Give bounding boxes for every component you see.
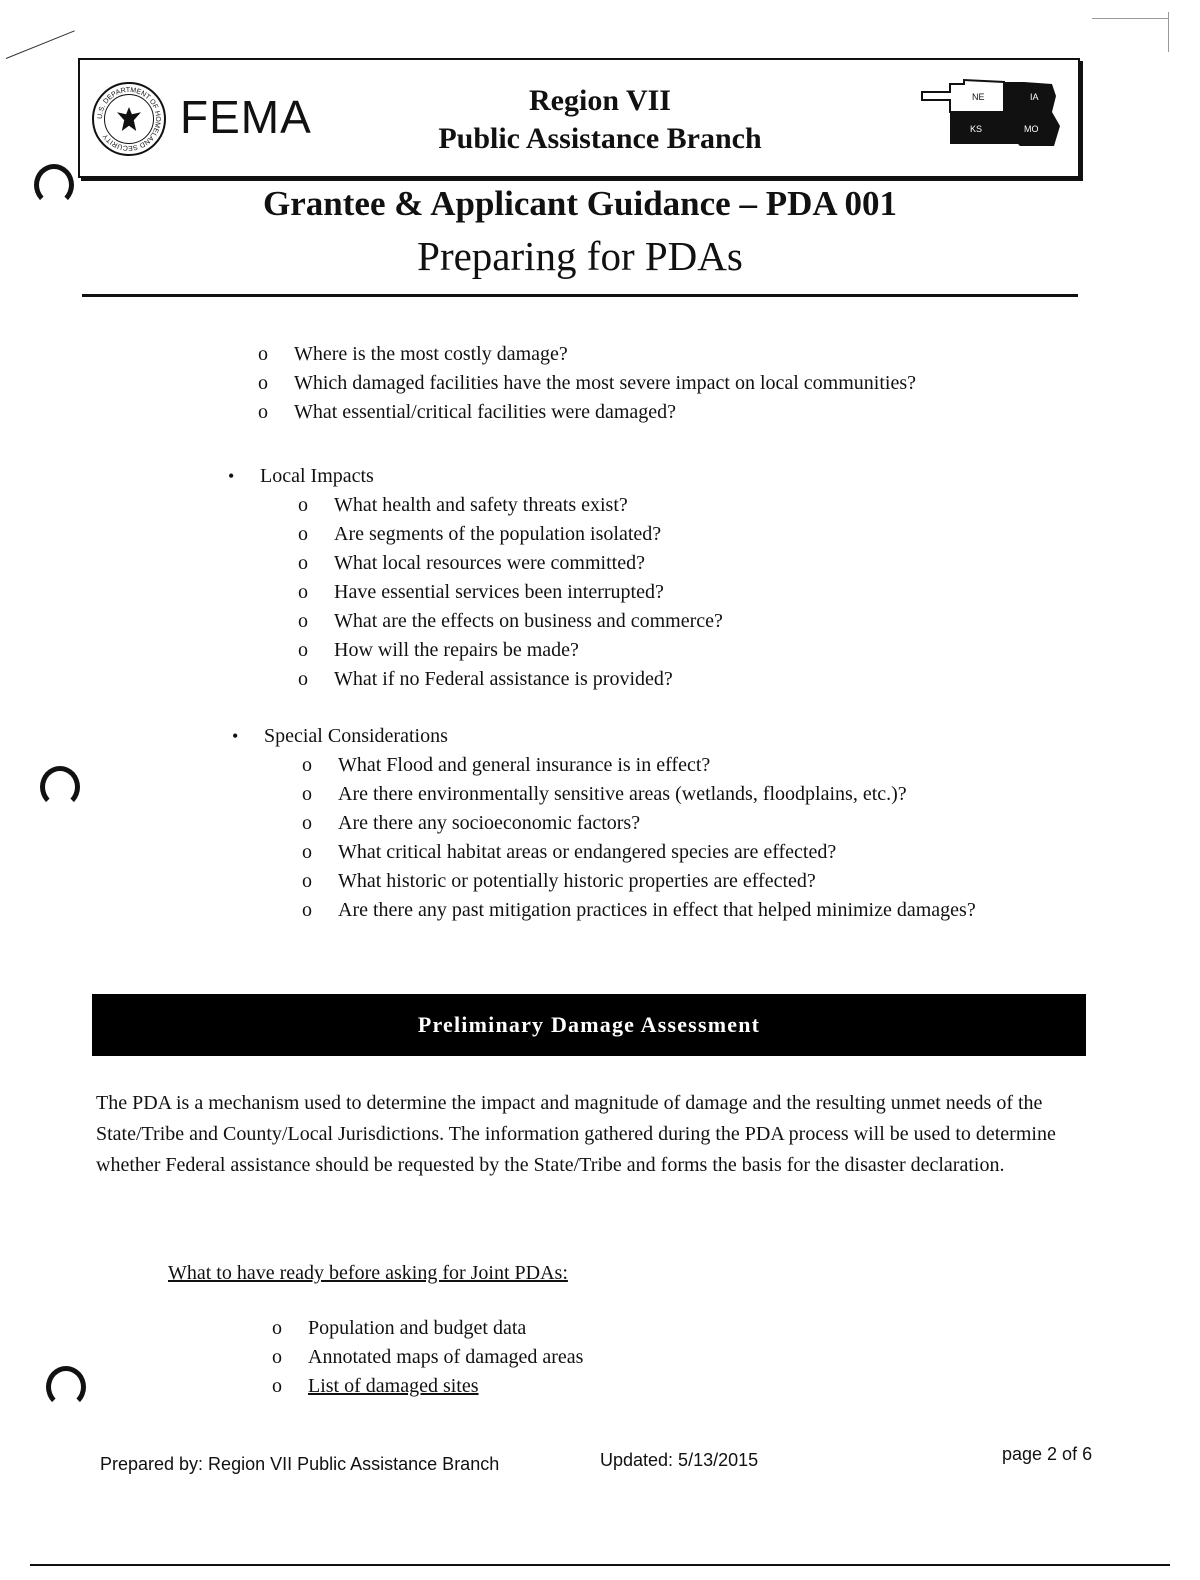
region-map-icon xyxy=(920,76,1070,156)
scan-stroke-mark xyxy=(6,30,75,59)
list-item-text: Where is the most costly damage? xyxy=(294,343,568,365)
scan-edge-mark xyxy=(1168,12,1169,52)
ready-list-heading: What to have ready before asking for Joint PDAs: xyxy=(168,1262,568,1284)
map-label-mo: MO xyxy=(1024,124,1039,134)
list-bullet: o xyxy=(302,812,312,834)
pda-description: The PDA is a mechanism used to determine the impact and magnitude of damage and the resulting unmet needs of the State/Tribe and County/Local Jurisdictions. The information gathered during the PDA process will be used to determine whether Federal assistance should be requested by the State/Tribe and forms the basis for the disaster declaration. xyxy=(96,1092,1056,1176)
bottom-divider xyxy=(30,1564,1170,1566)
list-item-text: Annotated maps of damaged areas xyxy=(308,1346,584,1368)
list-heading xyxy=(228,462,1068,491)
region-title xyxy=(380,82,820,157)
region-name: Region VII xyxy=(529,84,671,117)
list-bullet: o xyxy=(302,870,312,892)
letterhead xyxy=(78,58,1080,178)
list-item-text: What local resources were committed? xyxy=(334,552,645,574)
list-item-text: Are segments of the population isolated? xyxy=(334,523,662,545)
list-item-text: Have essential services been interrupted? xyxy=(334,581,664,603)
map-label-ks: KS xyxy=(970,124,983,134)
document-subtitle: Preparing for PDAs xyxy=(417,233,743,279)
list-item-text: List of damaged sites xyxy=(308,1375,479,1397)
damage-questions-list xyxy=(258,340,1078,427)
list-item xyxy=(272,1343,872,1372)
branch-name: Public Assistance Branch xyxy=(438,121,762,155)
footer-updated: Updated: 5/13/2015 xyxy=(600,1450,759,1470)
list-item xyxy=(302,809,1002,838)
list-bullet: o xyxy=(272,1317,282,1339)
list-item-text: What historic or potentially historic properties are effected? xyxy=(338,870,816,892)
list-bullet: o xyxy=(298,552,308,574)
list-bullet: o xyxy=(258,401,268,423)
ready-items-list xyxy=(272,1314,872,1401)
list-item xyxy=(302,896,1002,925)
list-item-text: What are the effects on business and commerce? xyxy=(334,610,723,632)
list-item xyxy=(258,369,1078,398)
list-bullet: o xyxy=(272,1346,282,1368)
list-item-text: Are there environmentally sensitive areas (wetlands, floodplains, etc.)? xyxy=(338,783,907,805)
title-divider xyxy=(82,294,1078,297)
list-bullet: o xyxy=(298,581,308,603)
list-item xyxy=(258,398,1078,427)
list-bullet: • xyxy=(232,726,239,746)
list-item-text: What if no Federal assistance is provided? xyxy=(334,668,673,690)
list-item-text: Population and budget data xyxy=(308,1317,527,1339)
list-bullet: o xyxy=(298,610,308,632)
map-label-ne: NE xyxy=(972,92,985,102)
list-item xyxy=(272,1372,872,1401)
scan-edge-mark xyxy=(1092,18,1168,19)
seal-text: U.S. DEPARTMENT OF HOMELAND SECURITY xyxy=(96,86,162,152)
list-bullet: o xyxy=(302,754,312,776)
section-heading: Preliminary Damage Assessment xyxy=(417,1012,761,1037)
list-bullet: o xyxy=(258,372,268,394)
footer-prepared-by: Prepared by: Region VII Public Assistance Branch xyxy=(100,1454,500,1474)
special-considerations-list xyxy=(232,751,1002,925)
list-item xyxy=(298,549,1068,578)
dhs-seal-icon xyxy=(92,82,166,156)
list-item-text: What essential/critical facilities were damaged? xyxy=(294,401,677,423)
list-heading xyxy=(232,722,1072,751)
list-item xyxy=(298,636,1068,665)
map-label-ia: IA xyxy=(1030,92,1039,102)
list-item xyxy=(302,838,1002,867)
punch-hole-icon xyxy=(34,164,74,206)
list-item-text: What critical habitat areas or endangered species are effected? xyxy=(338,841,837,863)
list-item-text: Are there any socioeconomic factors? xyxy=(338,812,641,834)
list-item-text: What Flood and general insurance is in effect? xyxy=(338,754,711,776)
list-bullet: o xyxy=(298,494,308,516)
special-considerations-section xyxy=(232,722,1072,925)
list-item-text: Are there any past mitigation practices in effect that helped minimize damages? xyxy=(338,899,976,921)
list-item xyxy=(302,751,1002,780)
list-item xyxy=(302,867,1002,896)
list-item xyxy=(298,607,1068,636)
list-bullet: o xyxy=(298,523,308,545)
local-impacts-section xyxy=(228,462,1068,694)
section-header-bar xyxy=(92,994,1086,1056)
list-item xyxy=(298,520,1068,549)
seal-center xyxy=(104,94,154,144)
list-bullet: o xyxy=(298,639,308,661)
list-item xyxy=(258,340,1078,369)
list-item xyxy=(298,665,1068,694)
list-bullet: o xyxy=(302,783,312,805)
special-considerations-label: Special Considerations xyxy=(264,725,448,747)
list-bullet: o xyxy=(302,841,312,863)
list-item-text: Which damaged facilities have the most severe impact on local communities? xyxy=(294,372,917,394)
local-impacts-list xyxy=(228,491,1068,694)
list-bullet: o xyxy=(298,668,308,690)
list-bullet: o xyxy=(258,343,268,365)
list-item-text: What health and safety threats exist? xyxy=(334,494,628,516)
eagle-icon xyxy=(117,107,141,131)
fema-logo: FEMA xyxy=(180,91,312,143)
punch-hole-icon xyxy=(46,1366,86,1408)
local-impacts-label: Local Impacts xyxy=(260,465,374,487)
list-item xyxy=(272,1314,872,1343)
list-item xyxy=(298,578,1068,607)
list-bullet: • xyxy=(228,466,235,486)
list-bullet: o xyxy=(302,899,312,921)
punch-hole-icon xyxy=(40,766,80,808)
list-item xyxy=(302,780,1002,809)
list-bullet: o xyxy=(272,1375,282,1397)
list-item-text: How will the repairs be made? xyxy=(334,639,579,661)
list-item xyxy=(298,491,1068,520)
document-title: Grantee & Applicant Guidance – PDA 001 xyxy=(263,184,897,223)
footer-page-number: page 2 of 6 xyxy=(1002,1444,1093,1464)
